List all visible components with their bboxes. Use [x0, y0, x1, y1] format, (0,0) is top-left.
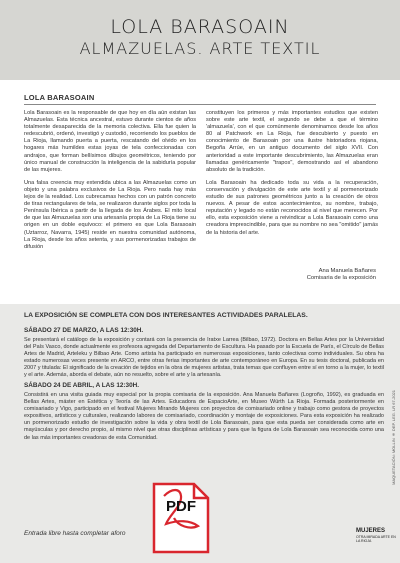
- signature-role: Comisaria de la exposición: [306, 275, 376, 282]
- logo-tagline: OTRA MIRADA ARTE EN LA RIOJA: [356, 535, 396, 543]
- pdf-label[interactable]: PDF: [166, 498, 196, 515]
- mujeres-logo: [356, 528, 400, 543]
- bio-paragraph: Una falsa creencia muy extendida ubica a las Almazuelas como un objeto y una palabra exclusivos de La Rioja. Pero nada hay más lejos de la realidad. Los cubrecamas hechos con un patrón concreto de tiras rectangulares de tela, se realizaron durante siglos por toda la Península Ibérica a partir de la llegada de los Árabes. El mito local de que las Almazuelas son una artesanía propia de La Rioja tiene su origen en un doble equívoco: el primero es que Lola Barasoain (Uztarroz, Navarra, 1945) reside en nuestra comunidad autónoma, La Rioja, desde los años setenta, y sus pormenorizadas trabajos de difusión: [24, 179, 196, 250]
- signature-name: Ana Manuela Bañares: [318, 268, 376, 274]
- signature: [307, 268, 376, 282]
- page-title: LOLA BARASOAIN: [110, 16, 290, 38]
- bio-divider: [24, 104, 376, 105]
- bio-paragraph: Lola Barasoain es la responsable de que hoy en día aún existan las Almazuelas. Esta técnica ancestral, estuvo durante cientos de años totalmente desaparecida de la memoria colectiva. Ella fue quien la redescubrió, ordenó, investigó y custodió, recorriendo los pueblos de La Rioja, llamando puerta a puerta, rescatando del olvido en los hogares más humildes estas joyas de tela confeccionadas con andrajos, que forman bellísimos dibujos geométricos, teniendo por único manual de construcción la inteligencia de la sabiduría popular de las mujeres.: [24, 110, 196, 173]
- activities-title: LA EXPOSICIÓN SE COMPLETA CON DOS INTERESANTES ACTIVIDADES PARALELAS.: [24, 312, 308, 319]
- activity-1-text: Se presentará el catálogo de la exposición y contará con la presencia de Iratxe Larrea (Bilbao, 1972). Doctora en Bellas Artes por la Universidad del País Vasco, donde actualmente es profesora agregada del Departamento de Escultura. Ha pasado por la Escuela de París, el Círculo de Bellas Artes de Madrid, Arteleku y Bilbao Arte. Como artista ha participado en numerosas exposiciones, tanto colectivas como individuales. Su obra ha estado numerosas veces presente en ARCO, entre otras ferias importantes de arte contemporáneo en Europa. En su tesis doctoral, publicada en 2007 y titulada: El significado de la creación de tejidos en la obra de mujeres artistas, trata temas que confluyen entre sí en torno a la mujer, lo textil y el arte. Además, aborda el debate, aún no resuelto, sobre el arte y la artesanía.: [24, 337, 384, 379]
- page-subtitle: ALMAZUELAS. ARTE TEXTIL: [79, 39, 321, 58]
- bio-column-left: [24, 110, 196, 257]
- bio-section-title: LOLA BARASOAIN: [24, 93, 95, 102]
- bio-paragraph: Lola Barasoain ha dedicado toda su vida a la recuperación, conservación y divulgación de este arte textil y al pormenorizado estudio de sus patrones geométricos junto a la creación de otros nuevos. A pesar de estos acontecimientos, su nombre, trabajo, reputación y legado no están reconocidos al nivel que merecen. Por ello, esta exposición viene a reivindicar a Lola Barasoain como una creadora imprescindible, para que su nombre no sea "omitido" jamás de la historia del arte.: [206, 179, 378, 236]
- pdf-icon[interactable]: [150, 480, 212, 556]
- entrance-note: Entrada libre hasta completar aforo: [24, 530, 126, 537]
- activity-2-text: Consistirá en una visita guiada muy especial por la propia comisaria de la exposición. Ana Manuela Bañares (Logroño, 1992), es graduada en Bellas Artes, máster en Estética y Teoría de las Artes. Educadora de EspacioArte, en Museo Würth La Rioja. Formada posteriormente en comisariado y Vigo, participado en el festival Mujeres Mirando Mujeres con proyectos de comisariado online y trabajo como gestora de proyectos expositivos, artísticos y culturales, realizando labores de comisariado, coordinación y montaje de exposiciones. Para esta exposición ha realizado un pormenorizado estudio de investigación sobre la vida y obra textil de Lola Barasoain, para que esta pueda ser considerada como arte en mayúsculas y por derecho propio, al mismo nivel que otras disciplinas artísticas y para que la figura de Lola Barasoain sea reconocida como una de las más importantes creadoras de esta Comunidad.: [24, 392, 384, 441]
- legal-deposit-note: MAQUETACIÓN: MOLLIN ® DEP. LEG. LR 67-2021: [391, 390, 396, 485]
- bio-column-right: [206, 110, 378, 243]
- bio-paragraph: constituyen los primeros y más importantes estudios que existen sobre este arte textil, el segundo se debe a que el término 'almazuela', con el que comúnmente denominamos desde los años 80 al Patchwork en La Rioja, fue descubierto y puesto en conocimiento de Barasoain por una ilustre historiadora riojana, Begoña Arrúe, en un antiguo documento del siglo XVII. Con anterioridad a este importante descubrimiento, las Almazuelas eran llamadas genéricamente "trapos", demostrando así el abandono absoluto de la tradición.: [206, 110, 378, 173]
- activity-1-date: SÁBADO 27 DE MARZO, A LAS 12:30H.: [24, 327, 144, 334]
- activity-2-date: SÁBADO 24 DE ABRIL, A LAS 12:30H.: [24, 382, 140, 389]
- logo-name: MUJERES: [356, 528, 386, 534]
